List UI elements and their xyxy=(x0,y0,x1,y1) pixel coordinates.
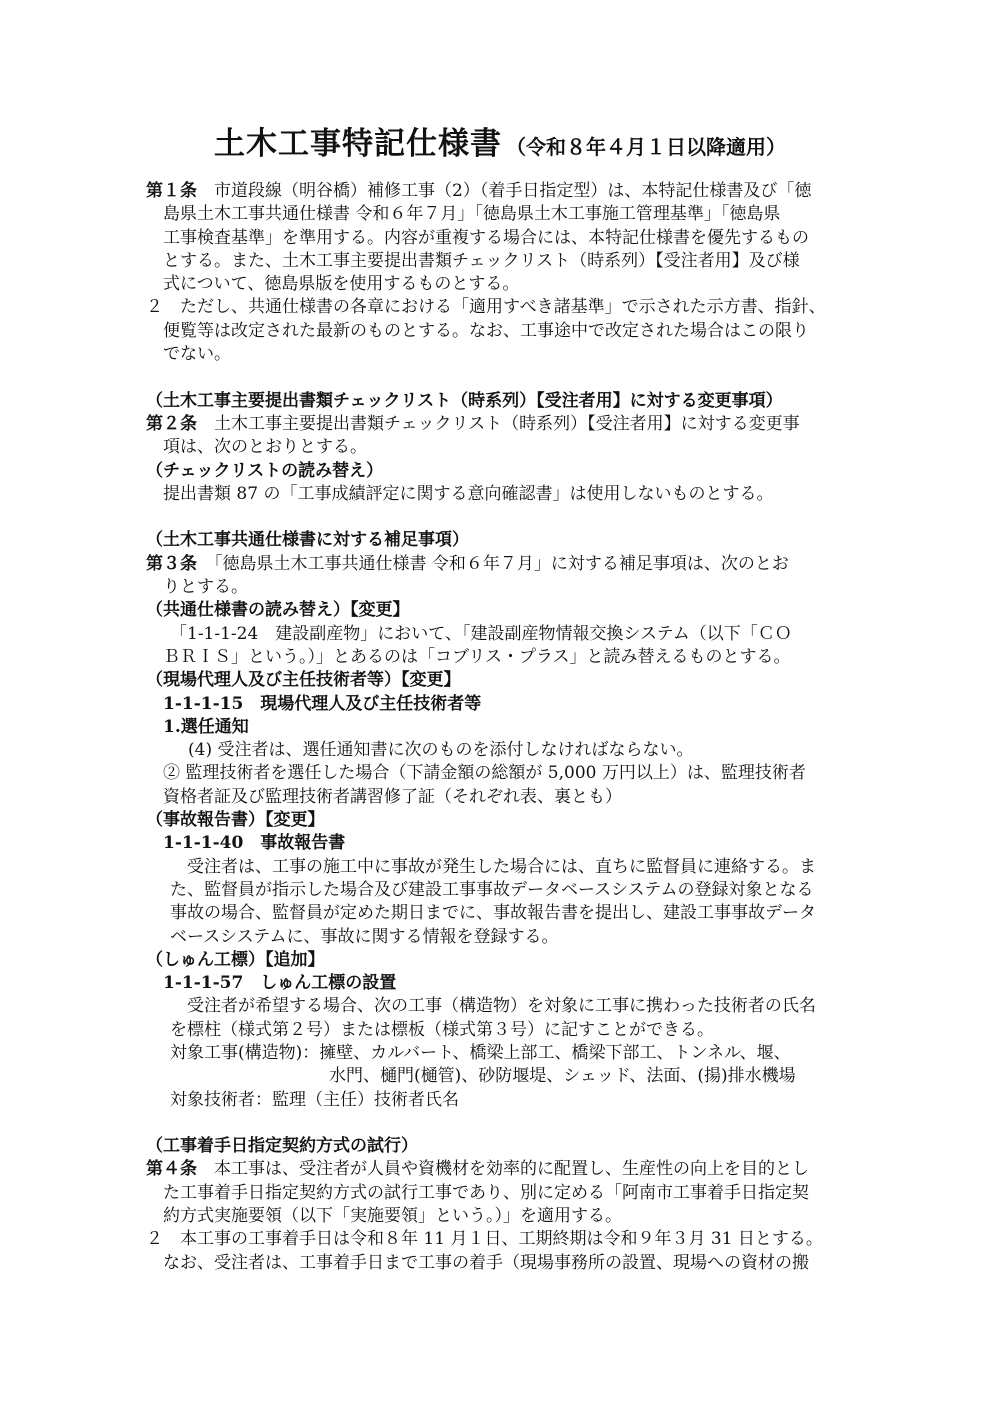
signboard-clause: 1-1-1-57 しゅん工標の設置 xyxy=(163,973,397,994)
article3-line: 第３条 「徳島県土木工事共通仕様書 令和６年７月」に対する補足事項は、次のとお xyxy=(146,553,789,574)
agent-clause: 1-1-1-15 現場代理人及び主任技術者等 xyxy=(163,693,482,714)
signboard-target-work-cont: 水門、樋門(樋管)、砂防堰堤、シェッド、法面、(揚)排水機場 xyxy=(329,1066,796,1087)
accident-line: 事故の場合、監督員が定めた期日までに、事故報告書を提出し、建設工事事故データ xyxy=(170,903,816,924)
article4-label: 第４条 xyxy=(146,1159,197,1180)
accident-line: 受注者は、工事の施工中に事故が発生した場合には、直ちに監督員に連絡する。ま xyxy=(170,856,816,877)
accident-clause: 1-1-1-40 事故報告書 xyxy=(163,833,346,854)
title-subtitle: （令和８年４月１日以降適用） xyxy=(506,135,786,159)
cobris-heading: （共通仕様書の読み替え）【変更】 xyxy=(146,600,410,621)
section4-heading: （工事着手日指定契約方式の試行） xyxy=(146,1136,418,1157)
article1-para2-line: ２ ただし、共通仕様書の各章における「適用すべき諸基準」で示された示方書、指針、 xyxy=(146,297,826,318)
article1-line: 式について、徳島県版を使用するものとする。 xyxy=(163,274,520,295)
agent-line: ② 監理技術者を選任した場合（下請金額の総額が 5,000 万円以上）は、監理技術者 xyxy=(163,763,806,784)
article1-line: 島県土木工事共通仕様書 令和６年７月」「徳島県土木工事施工管理基準」「徳島県 xyxy=(163,204,781,225)
signboard-line: 受注者が希望する場合、次の工事（構造物）を対象に工事に携わった技術者の氏名 xyxy=(170,996,816,1017)
article2-line: 第２条 土木工事主要提出書類チェックリスト（時系列）【受注者用】に対する変更事 xyxy=(146,413,800,434)
accident-line: た、監督員が指示した場合及び建設工事事故データベースシステムの登録対象となる xyxy=(170,879,814,900)
article1-para2-line: 便覧等は改定された最新のものとする。なお、工事途中で改定された場合はこの限り xyxy=(163,320,809,341)
article4-line: 約方式実施要領（以下「実施要領」という。）」を適用する。 xyxy=(163,1206,622,1227)
article4-para2-line: ２ 本工事の工事着手日は令和８年 11 月１日、工期終期は令和９年３月 31 日とする。 xyxy=(146,1229,823,1250)
article1-line: 工事検査基準」を準用する。内容が重複する場合には、本特記仕様書を優先するもの xyxy=(163,227,809,248)
signboard-heading: （しゅん工標）【追加】 xyxy=(146,949,325,970)
signboard-target-engineer: 対象技術者：監理（主任）技術者氏名 xyxy=(170,1089,459,1110)
article2-label: 第２条 xyxy=(146,413,197,434)
accident-line: ベースシステムに、事故に関する情報を登録する。 xyxy=(170,926,559,947)
document-body xyxy=(146,180,846,1275)
section2-heading: （土木工事主要提出書類チェックリスト（時系列）【受注者用】に対する変更事項） xyxy=(146,390,783,411)
article4-para2-line: なお、受注者は、工事着手日まで工事の着手（現場事務所の設置、現場への資材の搬 xyxy=(163,1252,809,1273)
agent-heading: （現場代理人及び主任技術者等）【変更】 xyxy=(146,670,461,691)
signboard-target-work: 対象工事(構造物)：擁壁、カルバート、橋梁上部工、橋梁下部工、トンネル、堰、 xyxy=(170,1042,791,1063)
article3-label: 第３条 xyxy=(146,553,197,574)
article2-line: 項は、次のとおりとする。 xyxy=(163,437,367,458)
checklist-text: 提出書類 87 の「工事成績評定に関する意向確認書」は使用しないものとする。 xyxy=(163,483,774,504)
checklist-subheading: （チェックリストの読み替え） xyxy=(146,460,384,481)
article4-line: 第４条 本工事は、受注者が人員や資機材を効率的に配置し、生産性の向上を目的とし xyxy=(146,1159,809,1180)
accident-heading: （事故報告書）【変更】 xyxy=(146,810,325,831)
cobris-line: 「1-1-1-24 建設副産物」において、「建設副産物情報交換システム（以下「ＣＯ xyxy=(170,623,792,644)
article1-line: 第１条 市道段線（明谷橋）補修工事（2）（着手日指定型）は、本特記仕様書及び「徳 xyxy=(146,181,812,201)
article1-line: とする。また、土木工事主要提出書類チェックリスト（時系列）【受注者用】及び様 xyxy=(163,250,800,271)
article1-para2-line: でない。 xyxy=(163,344,231,365)
document-title xyxy=(0,118,1000,163)
signboard-line: を標柱（様式第２号）または標板（様式第３号）に記すことができる。 xyxy=(170,1019,714,1040)
agent-line: 資格者証及び監理技術者講習修了証（それぞれ表、裏とも） xyxy=(163,786,622,807)
cobris-line: ＢＲＩＳ」という。）」とあるのは「コブリス・プラス」と読み替えるものとする。 xyxy=(163,646,791,667)
article4-line: た工事着手日指定契約方式の試行工事であり、別に定める「阿南市工事着手日指定契 xyxy=(163,1182,809,1203)
agent-sub-item: (4) 受注者は、選任通知書に次のものを添付しなければならない。 xyxy=(188,740,694,761)
agent-item: 1.選任通知 xyxy=(163,716,249,737)
article1-label: 第１条 xyxy=(146,181,197,201)
section3-heading: （土木工事共通仕様書に対する補足事項） xyxy=(146,530,469,551)
title-main: 土木工事特記仕様書 xyxy=(214,126,502,162)
article3-line: りとする。 xyxy=(163,577,248,598)
